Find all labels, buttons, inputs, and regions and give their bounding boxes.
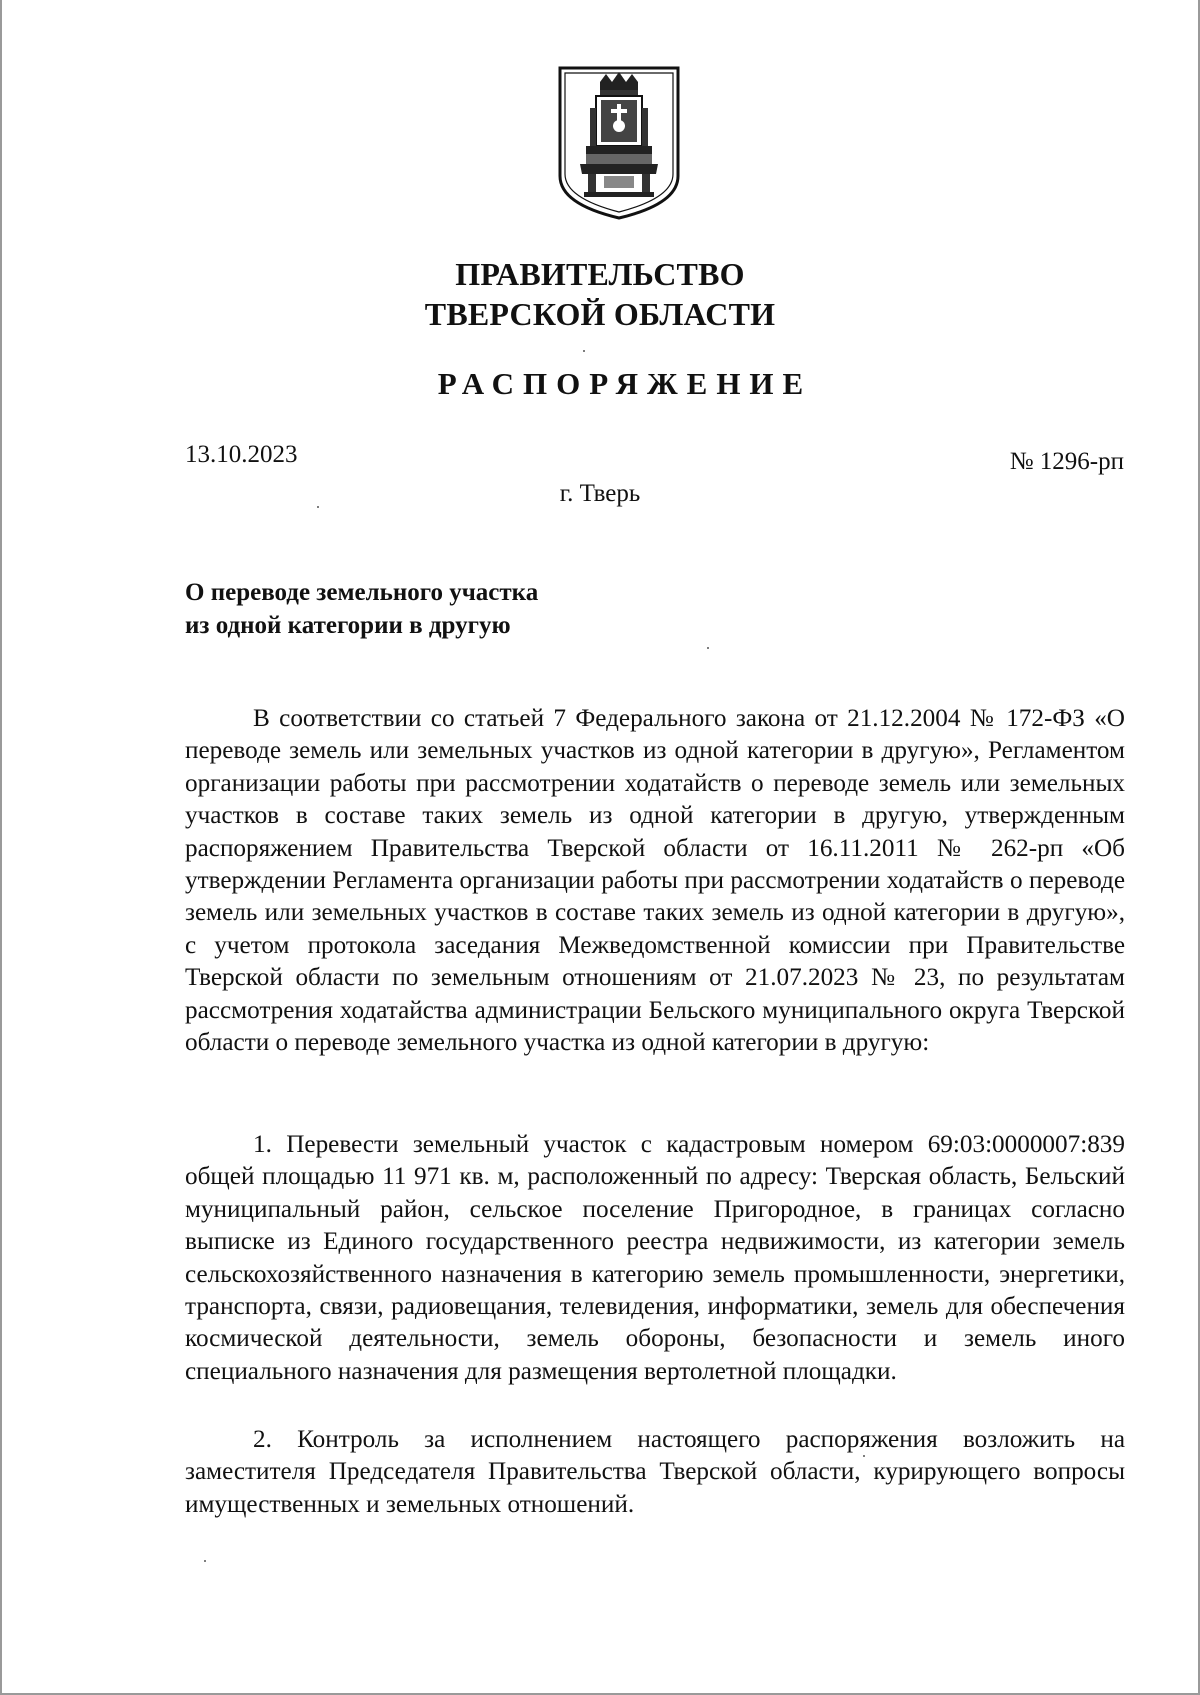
document-subject <box>185 576 538 642</box>
scan-speck <box>317 506 319 508</box>
coat-of-arms-emblem <box>556 64 682 222</box>
scan-speck <box>583 350 585 352</box>
subject-line2: из одной категории в другую <box>185 612 511 639</box>
document-city: г. Тверь <box>559 480 641 507</box>
organization-title-line1: ПРАВИТЕЛЬСТВО <box>455 256 745 292</box>
scan-speck <box>863 1455 865 1457</box>
body-paragraph-item-1: 1. Перевести земельный участок с кадастровым номером 69:03:0000007:839 общей площадью 11 971 кв. м, расположенный по адресу: Тверская область, Бельский муниципальный район, сельское поселение Пригородное, в границах согласно выписке из Единого государственного реестра недвижимости, из категории земель сельскохозяйственного назначения в категорию земель промышленности, энергетики, транспорта, связи, радиовещания, телевидения, информатики, земель для обеспечения космической деятельности, земель обороны, безопасности и земель иного специального назначения для размещения вертолетной площадки. <box>185 1131 1125 1385</box>
body-paragraph-preamble: В соответствии со статьей 7 Федерального закона от 21.12.2004 № 172-ФЗ «О переводе земель или земельных участков из одной категории в другую», Регламентом организации работы при рассмотрении ходатайств о переводе земель или земельных участков в составе таких земель из одной категории в другую, утвержденным распоряжением Правительства Тверской области от 16.11.2011 № 262-рп «Об утверждении Регламента организации работы при рассмотрении ходатайств о переводе земель или земельных участков в составе таких земель из одной категории в другую», с учетом протокола заседания Межведомственной комиссии при Правительстве Тверской области по земельным отношениям от 21.07.2023 № 23, по результатам рассмотрения ходатайства администрации Бельского муниципального округа Тверской области о переводе земельного участка из одной категории в другую: <box>185 705 1125 1057</box>
scan-edge-left <box>0 0 2 1695</box>
subject-line1: О переводе земельного участка <box>185 579 539 606</box>
document-date: 13.10.2023 <box>185 441 298 468</box>
scan-speck <box>204 1560 206 1562</box>
organization-title <box>200 254 1000 334</box>
document-type-heading: РАСПОРЯЖЕНИЕ <box>437 366 813 401</box>
scan-speck <box>707 647 709 649</box>
body-paragraph-item-2: 2. Контроль за исполнением настоящего распоряжения возложить на заместителя Председателя Правительства Тверской области, курирующего вопросы имущественных и земельных отношений. <box>185 1426 1125 1518</box>
document-number: № 1296-рп <box>1009 448 1124 475</box>
organization-title-line2: ТВЕРСКОЙ ОБЛАСТИ <box>424 296 776 332</box>
